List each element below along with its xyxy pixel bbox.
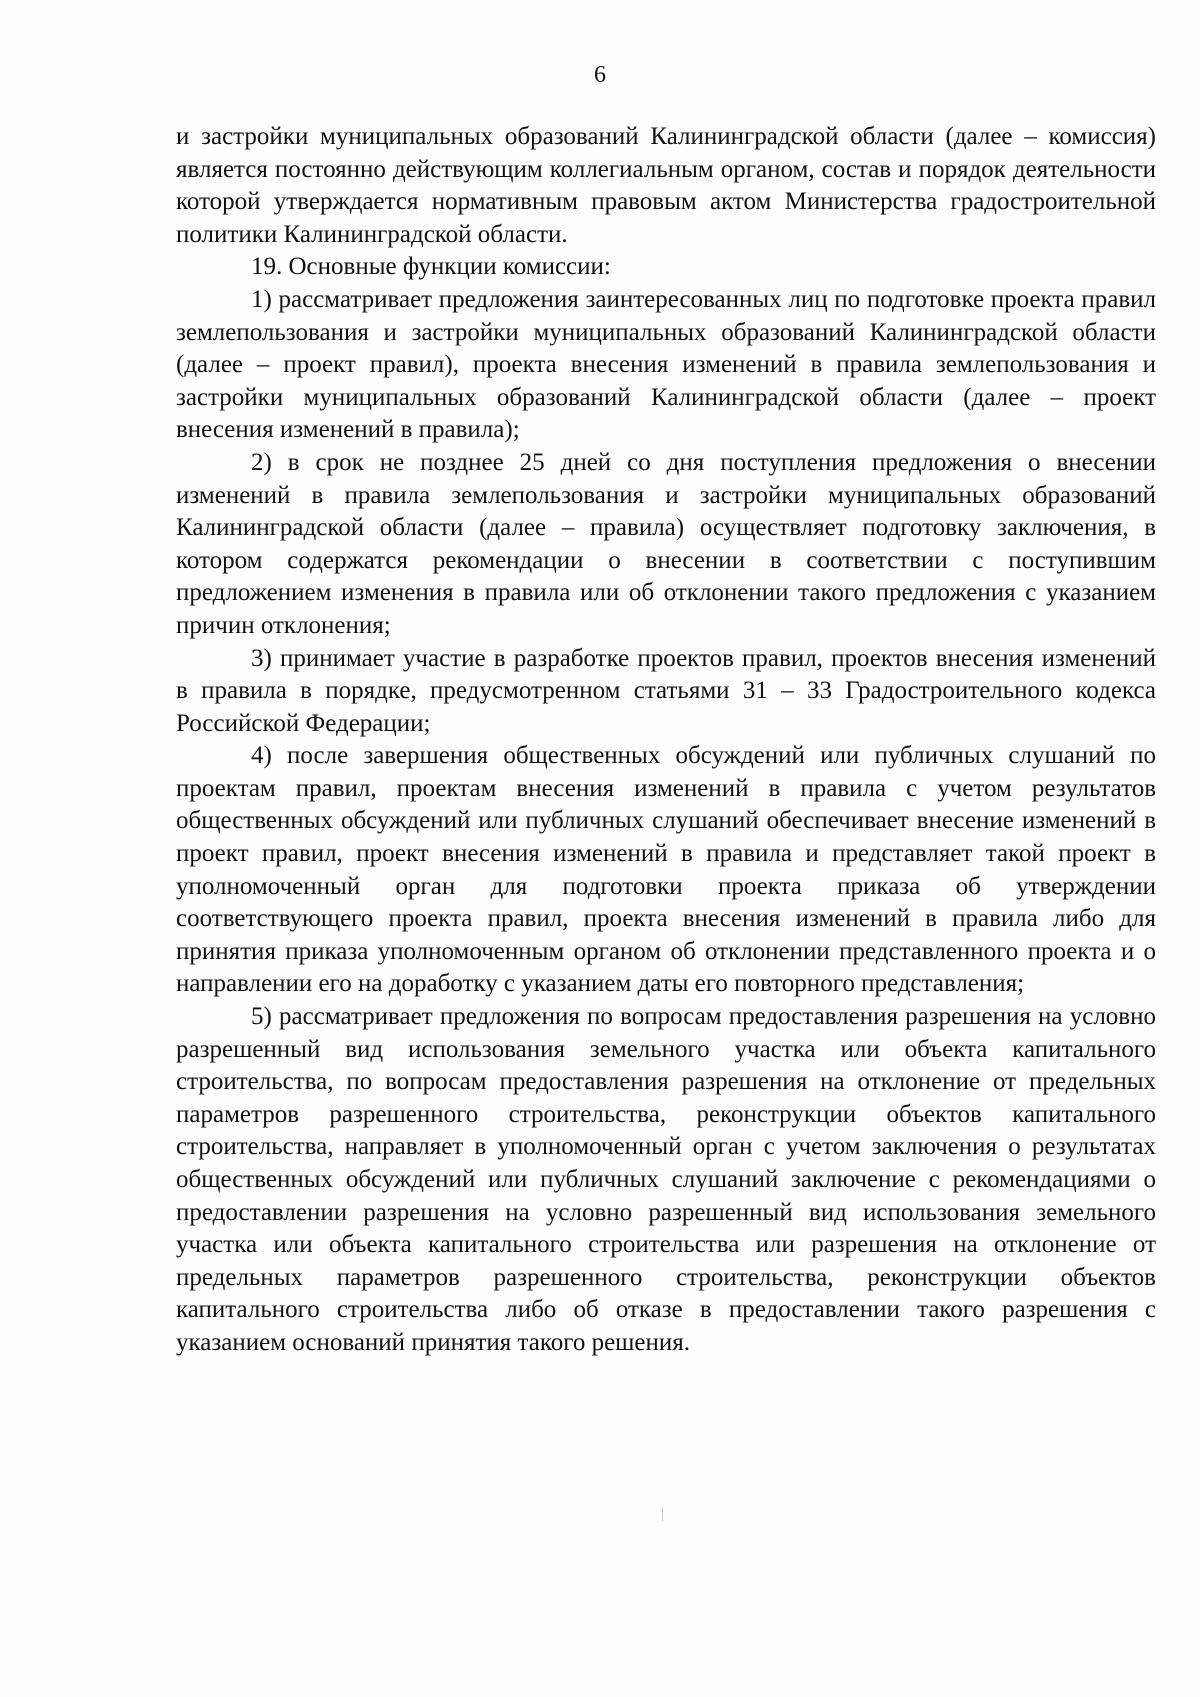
list-item-3: 3) принимает участие в разработке проектов правил, проектов внесения изменений в правила в порядке, предусмотренном статьями 31 – 33 Градостроительного кодекса Российской Федерации;: [176, 644, 1156, 737]
scan-artifact: [662, 1507, 663, 1521]
list-item-5: 5) рассматривает предложения по вопросам предоставления разрешения на условно разрешенный вид использования земельного участка или объекта капитального строительства, по вопросам предоставления разрешения на отклонение от предельных параметров разрешенного строительства, реконструкции объектов капитального строительства, направляет в уполномоченный орган с учетом заключения о результатах общественных обсуждений или публичных слушаний заключение с рекомендациями о предоставлении разрешения на условно разрешенный вид использования земельного участка или объекта капитального строительства или разрешения на отклонение от предельных параметров разрешенного строительства, реконструкции объектов капитального строительства либо об отказе в предоставлении такого разрешения с указанием оснований принятия такого решения.: [176, 1003, 1156, 1356]
document-body: [176, 121, 1156, 1360]
list-item-1: 1) рассматривает предложения заинтересованных лиц по подготовке проекта правил землепользования и застройки муниципальных образований Калининградской области (далее – проект правил), проекта внесения изменений в правила землепользования и застройки муниципальных образований Калининградской области (далее – проект внесения изменений в правила);: [176, 285, 1156, 444]
paragraph-continuation: и застройки муниципальных образований Калининградской области (далее – комиссия) является постоянно действующим коллегиальным органом, состав и порядок деятельности которой утверждается нормативным правовым актом Министерства градостроительной политики Калининградской области.: [176, 123, 1156, 248]
list-item-4: 4) после завершения общественных обсуждений или публичных слушаний по проектам правил, проектам внесения изменений в правила с учетом результатов общественных обсуждений или публичных слушаний обеспечивает внесение изменений в проект правил, проект внесения изменений в правила и представляет такой проект в уполномоченный орган для подготовки проекта приказа об утверждении соответствующего проекта правил, проекта внесения изменений в правила либо для принятия приказа уполномоченным органом об отклонении представленного проекта и о направлении его на доработку с указанием даты его повторного представления;: [176, 742, 1156, 998]
page-number: 6: [594, 62, 606, 88]
section-heading-19: 19. Основные функции комиссии:: [251, 253, 611, 281]
list-item-2: 2) в срок не позднее 25 дней со дня поступления предложения о внесении изменений в правила землепользования и застройки муниципальных образований Калининградской области (далее – правила) осуществляет подготовку заключения, в котором содержатся рекомендации о внесении в соответствии с поступившим предложением изменения в правила или об отклонении такого предложения с указанием причин отклонения;: [176, 448, 1156, 639]
